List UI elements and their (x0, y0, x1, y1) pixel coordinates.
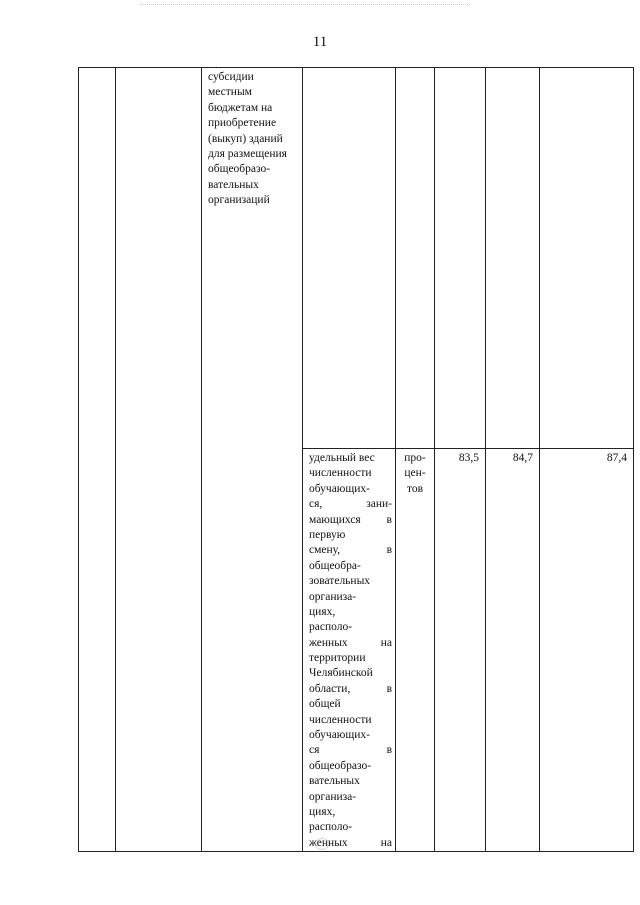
number-cell (79, 68, 116, 852)
task-cell (116, 68, 202, 852)
indicator-cell (303, 449, 396, 852)
scan-artifact (315, 838, 329, 850)
value-cell (540, 449, 634, 852)
value-year-3: 87,4 (606, 452, 627, 464)
value-cell-empty (486, 68, 540, 449)
indicator-description: удельный вес численности обучающих- ся, зани- мающихся в первую смену, в общеобра- зовательных организа- циях, располо- женных на территории Челябинской области, в общей численности обучающих- ся в общеобразо- вательных организа- циях, располо- женных на (309, 452, 392, 849)
measure-description: субсидии местным бюджетам на приобретение (выкуп) зданий для размещения общеобразо- вательных организаций (208, 71, 287, 207)
value-year-1: 83,5 (458, 452, 479, 464)
unit-cell (396, 449, 435, 852)
value-cell-empty (435, 68, 486, 449)
value-year-2: 84,7 (512, 452, 533, 464)
value-cell (486, 449, 540, 852)
measure-cell (202, 68, 303, 852)
page-number: 11 (312, 34, 328, 50)
table-row (79, 68, 634, 449)
indicator-cell-empty (303, 68, 396, 449)
scan-artifact (140, 4, 470, 8)
unit-cell-empty (396, 68, 435, 449)
unit-label: про- цен- тов (404, 452, 426, 495)
program-table (78, 67, 634, 852)
value-cell (435, 449, 486, 852)
value-cell-empty (540, 68, 634, 449)
